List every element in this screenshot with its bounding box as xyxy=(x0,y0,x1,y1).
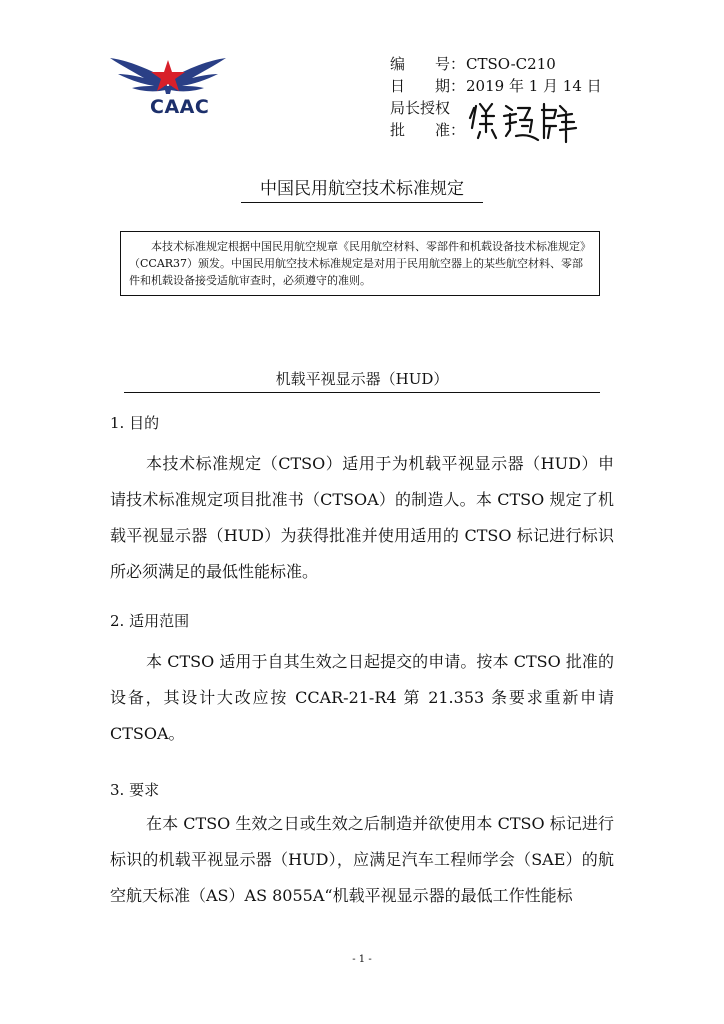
section-heading-purpose: 1. 目的 xyxy=(110,414,160,432)
notice-box: 本技术标准规定根据中国民用航空规章《民用航空材料、零部件和机载设备技术标准规定》（CCAR37）颁发。中国民用航空技术标准规定是对用于民用航空器上的某些航空材料、零部件和机载设备接受适航审查时，必须遵守的准则。 xyxy=(120,231,600,296)
doc-date xyxy=(390,76,602,97)
doc-number-value: CTSO-C210 xyxy=(466,55,556,73)
section-paragraph-requirements: 在本 CTSO 生效之日或生效之后制造并欲使用本 CTSO 标记进行标识的机载平视显示器（HUD），应满足汽车工程师学会（SAE）的航空航天标准（AS）AS 8055A“机载平视显示器的最低工作性能标 xyxy=(110,814,614,905)
title-underline xyxy=(241,202,483,203)
doc-date-value: 2019 年 1 月 14 日 xyxy=(466,77,602,95)
page-number: - 1 - xyxy=(352,954,372,965)
section-paragraph-purpose: 本技术标准规定（CTSO）适用于为机载平视显示器（HUD）申请技术标准规定项目批准书（CTSOA）的制造人。本 CTSO 规定了机载平视显示器（HUD）为获得批准并使用适用的 CTSO 标记进行标识所必须满足的最低性能标准。 xyxy=(110,454,614,581)
doc-number-label: 编 号： xyxy=(390,55,466,73)
authorization-label-line2: 批 准： xyxy=(390,121,466,139)
doc-date-label: 日 期： xyxy=(390,77,466,95)
signature-icon xyxy=(466,98,586,146)
section-heading-scope: 2. 适用范围 xyxy=(110,612,190,630)
doc-number xyxy=(390,54,556,75)
standard-title-underline xyxy=(124,392,600,393)
document-title: 中国民用航空技术标准规定 xyxy=(260,179,464,199)
section-heading-requirements: 3. 要求 xyxy=(110,781,160,799)
section-paragraph-scope: 本 CTSO 适用于自其生效之日起提交的申请。按本 CTSO 批准的设备，其设计大改应按 CCAR-21-R4 第 21.353 条要求重新申请 CTSOA。 xyxy=(110,652,614,743)
logo-text: CAAC xyxy=(150,96,210,118)
standard-title: 机载平视显示器（HUD） xyxy=(275,370,449,388)
authorization-label-line1: 局长授权 xyxy=(390,99,451,117)
